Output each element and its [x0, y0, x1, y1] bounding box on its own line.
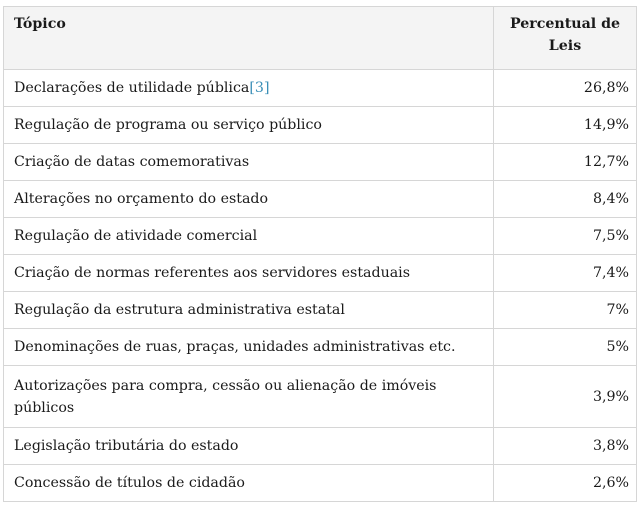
table-row	[4, 144, 637, 181]
topic-cell	[4, 70, 494, 107]
table-row	[4, 329, 637, 366]
table-row	[4, 181, 637, 218]
percent-cell: 7%	[494, 292, 637, 329]
percent-column-header: Percentual de Leis	[494, 7, 637, 70]
table-header-row	[4, 7, 637, 70]
table-row	[4, 366, 637, 428]
percent-cell: 3,8%	[494, 428, 637, 465]
percent-cell: 12,7%	[494, 144, 637, 181]
percent-cell: 14,9%	[494, 107, 637, 144]
topic-cell: Denominações de ruas, praças, unidades administrativas etc.	[4, 329, 494, 366]
topic-cell: Criação de normas referentes aos servidores estaduais	[4, 255, 494, 292]
table-row	[4, 465, 637, 502]
percent-cell: 8,4%	[494, 181, 637, 218]
topic-cell: Regulação de programa ou serviço público	[4, 107, 494, 144]
percent-cell: 26,8%	[494, 70, 637, 107]
topic-column-header: Tópico	[4, 7, 494, 70]
topic-cell: Legislação tributária do estado	[4, 428, 494, 465]
topic-cell: Autorizações para compra, cessão ou alienação de imóveis públicos	[4, 366, 494, 428]
percent-cell: 5%	[494, 329, 637, 366]
topic-cell: Regulação de atividade comercial	[4, 218, 494, 255]
percent-cell: 2,6%	[494, 465, 637, 502]
table-row	[4, 292, 637, 329]
topic-cell: Concessão de títulos de cidadão	[4, 465, 494, 502]
table-row	[4, 70, 637, 107]
reference-link[interactable]: [3]	[249, 80, 270, 96]
topic-text: Declarações de utilidade pública	[14, 80, 250, 96]
table-row	[4, 428, 637, 465]
topic-cell: Regulação da estrutura administrativa estatal	[4, 292, 494, 329]
percent-cell: 7,4%	[494, 255, 637, 292]
percent-cell: 3,9%	[494, 366, 637, 428]
percent-cell: 7,5%	[494, 218, 637, 255]
topic-cell: Alterações no orçamento do estado	[4, 181, 494, 218]
table-row	[4, 218, 637, 255]
topic-cell: Criação de datas comemorativas	[4, 144, 494, 181]
table-row	[4, 255, 637, 292]
laws-table-container	[3, 6, 636, 502]
laws-by-topic-table	[3, 6, 637, 502]
table-row	[4, 107, 637, 144]
